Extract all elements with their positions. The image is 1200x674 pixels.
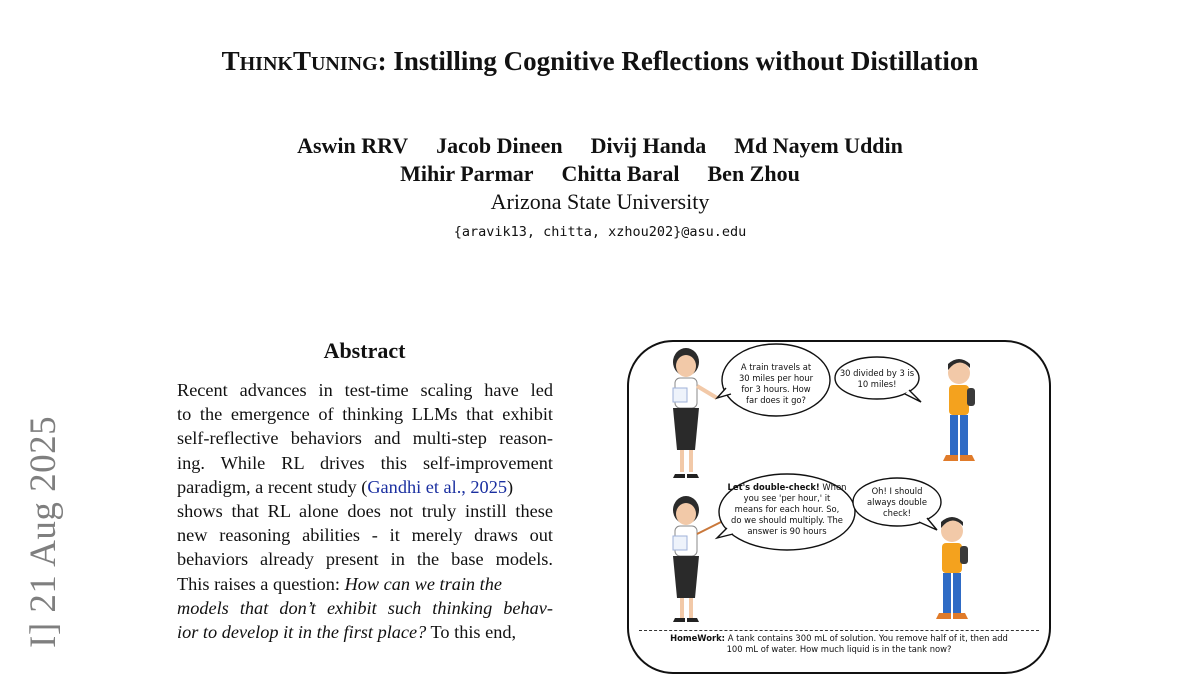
title-think-initial: T <box>221 46 240 76</box>
affiliation: Arizona State University <box>490 189 710 214</box>
speech-bubble-teacher-question <box>717 344 830 416</box>
bubble-text: always double <box>867 497 927 507</box>
bubble-text: A train travels at <box>740 362 812 372</box>
bubble-text: 30 divided by 3 is <box>839 368 915 378</box>
abstract-line: ing. While RL drives this self-improvement <box>177 452 553 473</box>
homework-text: A tank contains 300 mL of solution. You remove half of it, then add <box>725 633 1008 643</box>
abstract-line: This raises a question: How can we train the <box>177 573 502 594</box>
title-tuning-rest: UNING <box>310 53 378 75</box>
homework-text-2: 100 mL of water. How much liquid is in the tank now? <box>726 644 952 654</box>
speech-bubble-student-answer <box>835 357 921 402</box>
author-name: Mihir Parmar <box>400 161 534 186</box>
bubble-text: far does it go? <box>746 395 806 405</box>
abstract-line: Recent advances in test-time scaling have led <box>177 380 553 400</box>
author-name: Md Nayem Uddin <box>734 133 903 158</box>
bubble-text: you see 'per hour,' it <box>743 493 831 503</box>
authors-line-2 <box>0 161 1200 187</box>
bubble-text: answer is 90 hours <box>747 526 827 536</box>
homework-caption <box>639 630 1039 655</box>
title-subtitle: : Instilling Cognitive Reflections without Distillation <box>377 46 979 76</box>
abstract-line: behaviors already present in the base models. <box>177 549 553 570</box>
bubble-text: for 3 hours. How <box>741 384 811 394</box>
citation-link[interactable]: Gandhi et al., 2025 <box>367 476 507 497</box>
bubble-text: Let's double-check! When <box>727 482 847 492</box>
author-name: Chitta Baral <box>561 161 680 186</box>
paper-title <box>0 46 1200 77</box>
abstract-line: self-reflective behaviors and multi-step reason- <box>177 428 553 449</box>
student-figure-bottom <box>936 517 968 619</box>
arxiv-side-stamp: I] 21 Aug 2025 <box>23 415 64 648</box>
abstract-line: ior to develop it in the first place? To this end, <box>177 622 517 643</box>
bubble-text: 30 miles per hour <box>738 373 814 383</box>
author-name: Divij Handa <box>590 133 707 158</box>
abstract-line: shows that RL alone does not truly instill these <box>177 501 553 522</box>
abstract-heading: Abstract <box>323 338 406 363</box>
bubble-text: do we should multiply. The <box>731 515 843 525</box>
author-name: Jacob Dineen <box>436 133 563 158</box>
bubble-text: Oh! I should <box>871 486 923 496</box>
teacher-student-figure <box>627 340 1051 674</box>
homework-label: HomeWork: <box>670 633 726 643</box>
bubble-text: means for each hour. So, <box>734 504 840 514</box>
author-name: Aswin RRV <box>297 133 409 158</box>
abstract-line: paradigm, a recent study (Gandhi et al., 2025) <box>177 476 514 497</box>
abstract-line: new reasoning abilities - it merely draws out <box>177 525 553 546</box>
speech-bubble-teacher-correction <box>717 474 855 550</box>
title-think-rest: HINK <box>239 53 293 75</box>
abstract-line: to the emergence of thinking LLMs that exhibit <box>177 404 553 425</box>
abstract-line: models that don’t exhibit such thinking behav- <box>177 597 553 618</box>
author-name: Ben Zhou <box>707 161 800 186</box>
speech-bubble-student-realization <box>853 478 941 530</box>
abstract-body <box>177 378 553 644</box>
teacher-figure-top <box>673 348 717 478</box>
figure-illustration <box>629 342 1049 672</box>
bubble-text: check! <box>883 508 911 518</box>
author-emails: {aravik13, chitta, xzhou202}@asu.edu <box>453 224 747 240</box>
student-figure-top <box>943 359 975 461</box>
authors-line-1 <box>0 133 1200 159</box>
title-tuning-initial: T <box>292 46 311 76</box>
teacher-figure-bottom <box>673 496 725 622</box>
bubble-text: 10 miles! <box>857 379 897 389</box>
